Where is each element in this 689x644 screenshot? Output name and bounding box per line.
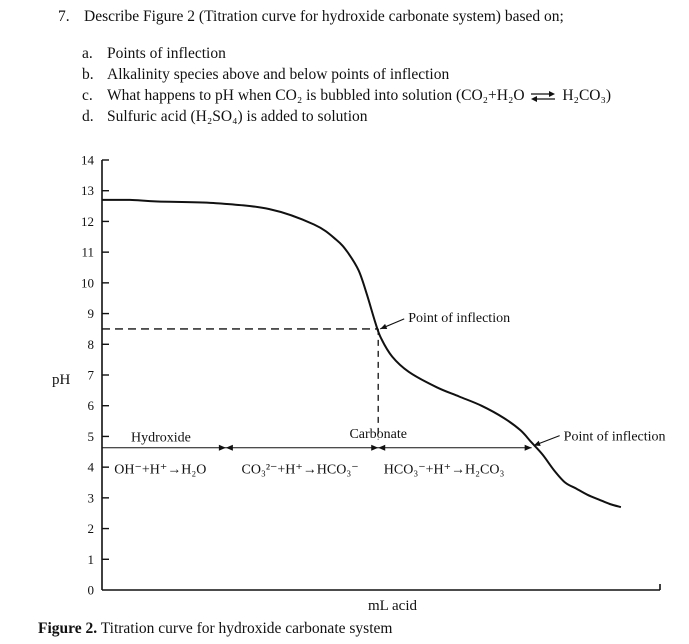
series-line — [102, 200, 621, 507]
bicarbonate-end-arrow-icon — [525, 445, 532, 451]
y-axis-label: pH — [52, 372, 71, 388]
y-tick-label: 9 — [87, 306, 94, 322]
y-tick-label: 2 — [87, 521, 94, 537]
y-tick-label: 6 — [87, 398, 94, 414]
inflection-1-label: Point of inflection — [408, 310, 511, 326]
inflection-2-leader-head — [534, 441, 541, 446]
y-tick-label: 7 — [87, 367, 94, 383]
y-axis-ticks — [81, 153, 109, 598]
item-letter: a. — [82, 45, 93, 62]
hydroxide-label: Hydroxide — [131, 430, 191, 446]
y-tick-label: 8 — [87, 336, 94, 352]
caption-text: Titration curve for hydroxide carbonate system — [100, 620, 393, 637]
item-text: Sulfuric acid (H₂SO₄) is added to solution — [107, 108, 368, 125]
y-tick-label: 4 — [87, 459, 94, 475]
chart-annotations — [102, 311, 666, 477]
carbonate-reaction-1: CO₃²⁻+H⁺→HCO₃⁻ — [241, 462, 359, 478]
y-tick-label: 1 — [87, 551, 94, 567]
y-tick-label: 11 — [81, 244, 94, 260]
carbonate-label: Carbonate — [349, 426, 407, 442]
bicarbonate-range-arrow-icon — [378, 445, 385, 451]
item-text: Alkalinity species above and below points of inflection — [107, 66, 450, 83]
y-tick-label: 5 — [87, 428, 94, 444]
item-text: What happens to pH when CO₂ is bubbled into solution (CO₂+H₂O — [107, 87, 525, 104]
carbonate-reaction-2: HCO₃⁻+H⁺→H₂CO₃ — [383, 462, 505, 478]
item-letter: b. — [82, 66, 94, 83]
y-tick-label: 3 — [87, 490, 94, 506]
inflection-guides — [102, 329, 378, 440]
x-axis-label: mL acid — [368, 598, 418, 614]
hydroxide-reaction: OH⁻+H⁺→H₂O — [114, 462, 207, 478]
y-tick-label: 10 — [81, 275, 94, 291]
item-text: Points of inflection — [107, 45, 226, 62]
item-letter: c. — [82, 87, 93, 104]
caption-label: Figure 2. — [38, 620, 98, 637]
question-number: 7. — [58, 8, 70, 25]
y-tick-label: 0 — [87, 582, 94, 598]
hydroxide-range-arrow-icon — [219, 445, 226, 451]
carbonate-mid-arrow-icon — [371, 445, 378, 451]
y-tick-label: 12 — [81, 213, 94, 229]
figure-caption — [38, 620, 392, 638]
y-tick-label: 14 — [81, 152, 94, 168]
item-text-after: H₂CO₃) — [562, 87, 612, 104]
chart-axes — [102, 160, 660, 590]
inflection-2-label: Point of inflection — [563, 429, 666, 445]
y-tick-label: 13 — [81, 183, 94, 199]
item-letter: d. — [82, 108, 94, 125]
question-text: Describe Figure 2 (Titration curve for hydroxide carbonate system) based on; — [84, 8, 564, 25]
carbonate-range-arrow-icon — [226, 445, 233, 451]
